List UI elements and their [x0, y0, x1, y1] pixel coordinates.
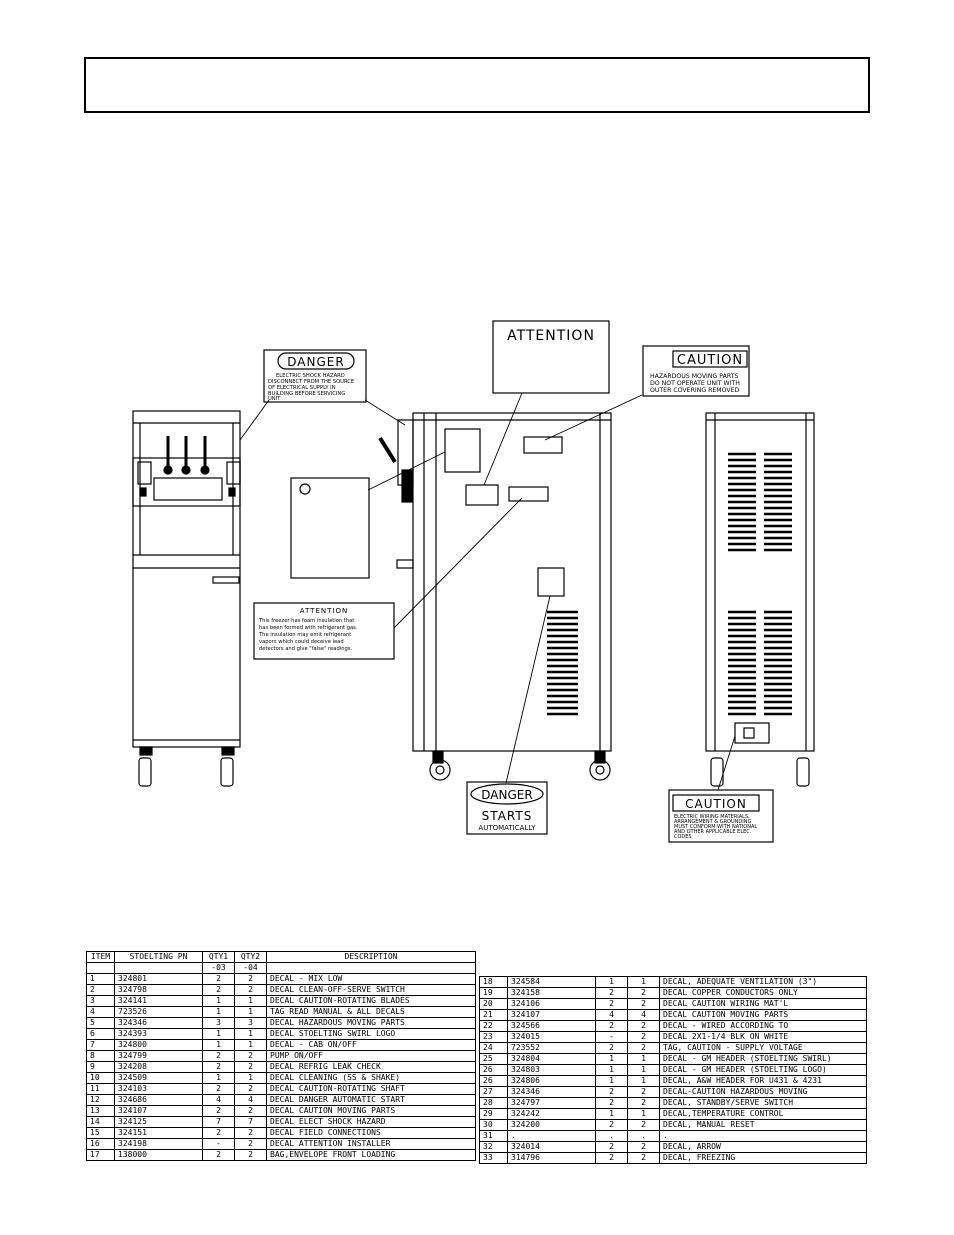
table-cell: 2: [203, 1106, 235, 1117]
table-cell: 2: [596, 1021, 628, 1032]
table-cell: 324566: [508, 1021, 596, 1032]
table-cell: 2: [235, 1139, 267, 1150]
table-cell: 1: [203, 1007, 235, 1018]
table-cell: DECAL COPPER CONDUCTORS ONLY: [660, 988, 867, 999]
table-cell: DECAL - GM HEADER (STOELTING LOGO): [660, 1065, 867, 1076]
table-cell: 1: [628, 1065, 660, 1076]
table-cell: 3: [203, 1018, 235, 1029]
table-cell: 324107: [508, 1010, 596, 1021]
danger-top-line-5: UNIT: [268, 396, 281, 402]
table-cell: 2: [203, 985, 235, 996]
danger-top-line-1: ELECTRIC SHOCK HAZARD: [276, 373, 345, 379]
table-cell: 1: [628, 1054, 660, 1065]
table-cell: 1: [628, 1109, 660, 1120]
table-cell: .: [508, 1131, 596, 1142]
table-cell: 2: [596, 1120, 628, 1131]
table-cell: 2: [235, 1084, 267, 1095]
table-cell: 2: [87, 985, 115, 996]
table-row: [87, 1062, 476, 1073]
table-cell: 18: [480, 977, 508, 988]
table-row: [480, 1043, 867, 1054]
table-row: [480, 1076, 867, 1087]
table-row: [480, 1109, 867, 1120]
caution-bottom-line-3: MUST CONFORM WITH NATIONAL: [674, 824, 758, 830]
table-cell: 2: [203, 1128, 235, 1139]
table-cell: 2: [203, 1062, 235, 1073]
col-desc: DESCRIPTION: [267, 952, 476, 963]
table-row: [480, 1054, 867, 1065]
table-cell: DECAL - WIRED ACCORDING TO: [660, 1021, 867, 1032]
table-row: [480, 999, 867, 1010]
table-cell: 324158: [508, 988, 596, 999]
table-row: [480, 1120, 867, 1131]
table-cell: DECAL STOELTING SWIRL LOGO: [267, 1029, 476, 1040]
col-pn: STOELTING PN: [115, 952, 203, 963]
table-row: [87, 996, 476, 1007]
table-cell: DECAL - GM HEADER (STOELTING SWIRL): [660, 1054, 867, 1065]
table-cell: 324346: [115, 1018, 203, 1029]
side-view-machine: [380, 413, 611, 780]
caution-top-line-1: HAZARDOUS MOVING PARTS: [650, 373, 739, 380]
table-row: [480, 1021, 867, 1032]
table-row: [87, 1139, 476, 1150]
table-cell: 314796: [508, 1153, 596, 1164]
table-cell: 29: [480, 1109, 508, 1120]
table-row: [87, 1095, 476, 1106]
table-row: [480, 1098, 867, 1109]
table-cell: 8: [87, 1051, 115, 1062]
qty2-sub: -04: [235, 963, 267, 974]
table-cell: DECAL, A&W HEADER FOR U431 & 4231: [660, 1076, 867, 1087]
table-cell: 324346: [508, 1087, 596, 1098]
table-cell: 2: [596, 999, 628, 1010]
table-cell: 1: [596, 1109, 628, 1120]
table-cell: 324804: [508, 1054, 596, 1065]
table-cell: 27: [480, 1087, 508, 1098]
table-cell: 2: [235, 1128, 267, 1139]
table-cell: 324803: [508, 1065, 596, 1076]
table-cell: 12: [87, 1095, 115, 1106]
table-row: [87, 1128, 476, 1139]
table-cell: 1: [203, 1040, 235, 1051]
table-cell: 1: [235, 1040, 267, 1051]
table-row: [480, 1142, 867, 1153]
table-cell: 5: [87, 1018, 115, 1029]
table-cell: 2: [203, 1051, 235, 1062]
table-cell: 324141: [115, 996, 203, 1007]
danger-top-title: DANGER: [287, 355, 345, 369]
table-cell: 17: [87, 1150, 115, 1161]
col-item: ITEM: [87, 952, 115, 963]
table-cell: 2: [235, 974, 267, 985]
table-row: [87, 1029, 476, 1040]
table-cell: 2: [596, 1087, 628, 1098]
table-cell: 7: [235, 1117, 267, 1128]
parts-table-left: [86, 951, 476, 1161]
table-cell: 1: [235, 1073, 267, 1084]
table-row: [480, 977, 867, 988]
table-row: [480, 1065, 867, 1076]
table-cell: DECAL CAUTION-ROTATING BLADES: [267, 996, 476, 1007]
table-cell: 324801: [115, 974, 203, 985]
table-cell: 324106: [508, 999, 596, 1010]
table-row: [87, 985, 476, 996]
rear-view-machine: [706, 413, 814, 786]
caution-top-title: CAUTION: [676, 353, 744, 368]
table-cell: 324797: [508, 1098, 596, 1109]
table-cell: 723552: [508, 1043, 596, 1054]
table-cell: 28: [480, 1098, 508, 1109]
table-cell: 2: [203, 1084, 235, 1095]
table-cell: DECAL CLEANING (SS & SHAKE): [267, 1073, 476, 1084]
table-cell: -: [596, 1032, 628, 1043]
table-cell: 2: [596, 1098, 628, 1109]
table-cell: 324798: [115, 985, 203, 996]
table-cell: 31: [480, 1131, 508, 1142]
danger-starts-line-1: STARTS: [481, 809, 533, 823]
table-cell: 14: [87, 1117, 115, 1128]
table-row: [480, 1153, 867, 1164]
table-cell: 324799: [115, 1051, 203, 1062]
table-cell: 22: [480, 1021, 508, 1032]
table-cell: 324208: [115, 1062, 203, 1073]
table-cell: .: [660, 1131, 867, 1142]
table-cell: 26: [480, 1076, 508, 1087]
table-cell: .: [596, 1131, 628, 1142]
table-cell: TAG READ MANUAL & ALL DECALS: [267, 1007, 476, 1018]
table-cell: 324200: [508, 1120, 596, 1131]
table-cell: 2: [203, 1150, 235, 1161]
table-cell: 1: [203, 1073, 235, 1084]
table-cell: DECAL,TEMPERATURE CONTROL: [660, 1109, 867, 1120]
table-subheader-row: [87, 963, 476, 974]
table-cell: 324509: [115, 1073, 203, 1084]
table-cell: DECAL CAUTION-ROTATING SHAFT: [267, 1084, 476, 1095]
table-cell: 6: [87, 1029, 115, 1040]
table-cell: 2: [628, 1098, 660, 1109]
table-cell: DECAL CLEAN-OFF-SERVE SWITCH: [267, 985, 476, 996]
table-row: [480, 1032, 867, 1043]
table-cell: .: [628, 1131, 660, 1142]
front-view-machine: [133, 411, 240, 786]
table-cell: 1: [203, 1029, 235, 1040]
table-cell: 4: [235, 1095, 267, 1106]
table-row: [87, 1073, 476, 1084]
table-cell: 2: [235, 1062, 267, 1073]
table-row: [87, 1007, 476, 1018]
attention-insulation-line-3: The insulation may emit refrigerant: [259, 632, 352, 638]
table-cell: DECAL FIELD CONNECTIONS: [267, 1128, 476, 1139]
table-cell: 1: [596, 1065, 628, 1076]
danger-starts-title: DANGER: [481, 788, 533, 802]
table-cell: 10: [87, 1073, 115, 1084]
table-cell: 1: [628, 977, 660, 988]
table-cell: DECAL - CAB ON/OFF: [267, 1040, 476, 1051]
table-cell: DECAL ATTENTION INSTALLER: [267, 1139, 476, 1150]
col-qty2: QTY2: [235, 952, 267, 963]
table-cell: 13: [87, 1106, 115, 1117]
table-cell: 324393: [115, 1029, 203, 1040]
table-cell: 9: [87, 1062, 115, 1073]
table-cell: 324584: [508, 977, 596, 988]
table-cell: 3: [235, 1018, 267, 1029]
parts-table-left-body: [87, 974, 476, 1161]
table-cell: 1: [628, 1076, 660, 1087]
table-cell: 2: [628, 1142, 660, 1153]
leader-lines: [240, 393, 735, 790]
table-cell: 2: [628, 1153, 660, 1164]
table-cell: 2: [628, 988, 660, 999]
table-cell: 324015: [508, 1032, 596, 1043]
table-cell: 1: [235, 1029, 267, 1040]
table-row: [480, 1131, 867, 1142]
table-cell: DECAL, MANUAL RESET: [660, 1120, 867, 1131]
danger-top-line-3: OF ELECTRICAL SUPPLY IN: [268, 385, 336, 391]
table-cell: 324806: [508, 1076, 596, 1087]
table-cell: 324800: [115, 1040, 203, 1051]
table-cell: 7: [203, 1117, 235, 1128]
table-cell: 4: [628, 1010, 660, 1021]
table-cell: 4: [596, 1010, 628, 1021]
table-cell: 3: [87, 996, 115, 1007]
table-cell: 25: [480, 1054, 508, 1065]
table-cell: 16: [87, 1139, 115, 1150]
table-cell: 23: [480, 1032, 508, 1043]
table-cell: 324125: [115, 1117, 203, 1128]
table-cell: 1: [87, 974, 115, 985]
caution-bottom-line-2: ARRANGEMENT & GROUNDING: [674, 819, 752, 825]
table-cell: 2: [628, 1087, 660, 1098]
table-cell: 2: [235, 1106, 267, 1117]
qty1-sub: -03: [203, 963, 235, 974]
table-row: [87, 974, 476, 985]
table-cell: 2: [596, 988, 628, 999]
table-cell: 19: [480, 988, 508, 999]
table-row: [480, 1087, 867, 1098]
parts-table-right: [479, 976, 867, 1164]
table-cell: 2: [235, 1051, 267, 1062]
table-cell: 324103: [115, 1084, 203, 1095]
danger-top-line-2: DISCONNECT FROM THE SOURCE: [268, 379, 355, 385]
col-qty1: QTY1: [203, 952, 235, 963]
table-cell: 21: [480, 1010, 508, 1021]
danger-starts-line-2: AUTOMATICALLY: [478, 824, 536, 832]
table-cell: 26: [480, 1065, 508, 1076]
table-cell: 2: [628, 1120, 660, 1131]
table-row: [480, 988, 867, 999]
table-cell: PUMP ON/OFF: [267, 1051, 476, 1062]
table-cell: 4: [203, 1095, 235, 1106]
table-cell: DECAL 2X1-1/4 BLK ON WHITE: [660, 1032, 867, 1043]
caution-bottom-line-4: AND OTHER APPLICABLE ELEC.: [674, 829, 752, 835]
table-cell: 723526: [115, 1007, 203, 1018]
attention-insulation-line-4: vapors which could deceive lead: [259, 639, 344, 645]
table-row: [87, 1040, 476, 1051]
table-cell: 32: [480, 1142, 508, 1153]
table-cell: 2: [203, 974, 235, 985]
table-cell: DECAL, STANDBY/SERVE SWITCH: [660, 1098, 867, 1109]
table-cell: 2: [235, 985, 267, 996]
caution-top-line-3: OUTER COVERING REMOVED: [650, 387, 740, 394]
table-cell: 324151: [115, 1128, 203, 1139]
table-row: [87, 1150, 476, 1161]
attention-insulation-line-2: has been formed with refrigerant gas.: [259, 625, 358, 631]
table-cell: 2: [596, 1153, 628, 1164]
table-cell: BAG,ENVELOPE FRONT LOADING: [267, 1150, 476, 1161]
attention-insulation-title: ATTENTION: [299, 607, 349, 615]
table-cell: 11: [87, 1084, 115, 1095]
table-cell: DECAL HAZARDOUS MOVING PARTS: [267, 1018, 476, 1029]
table-cell: 1: [203, 996, 235, 1007]
table-header-row: [87, 952, 476, 963]
attention-insulation-line-1: This freezer has foam insulation that: [259, 618, 355, 624]
table-cell: 1: [235, 1007, 267, 1018]
table-cell: 30: [480, 1120, 508, 1131]
table-row: [87, 1051, 476, 1062]
table-row: [87, 1084, 476, 1095]
table-cell: 24: [480, 1043, 508, 1054]
table-cell: 324686: [115, 1095, 203, 1106]
table-row: [480, 1010, 867, 1021]
table-cell: 324242: [508, 1109, 596, 1120]
caution-bottom-line-5: CODES: [674, 834, 692, 840]
table-cell: DECAL, ADEQUATE VENTILATION (3"): [660, 977, 867, 988]
table-cell: 2: [235, 1150, 267, 1161]
table-cell: DECAL CAUTION MOVING PARTS: [267, 1106, 476, 1117]
table-cell: 2: [628, 1043, 660, 1054]
table-cell: 2: [596, 1142, 628, 1153]
attention-insulation-line-5: detectors and give "false" readings.: [259, 646, 353, 652]
table-cell: 1: [596, 1054, 628, 1065]
table-cell: 33: [480, 1153, 508, 1164]
table-row: [87, 1018, 476, 1029]
parts-table-right-body: [480, 977, 867, 1164]
table-cell: 4: [87, 1007, 115, 1018]
attention-top-title: ATTENTION: [507, 328, 595, 344]
table-cell: DECAL - MIX LOW: [267, 974, 476, 985]
table-cell: DECAL REFRIG LEAK CHECK: [267, 1062, 476, 1073]
table-cell: 324014: [508, 1142, 596, 1153]
table-cell: 20: [480, 999, 508, 1010]
table-cell: 324107: [115, 1106, 203, 1117]
caution-top-line-2: DO NOT OPERATE UNIT WITH: [650, 380, 740, 387]
table-cell: TAG, CAUTION - SUPPLY VOLTAGE: [660, 1043, 867, 1054]
table-cell: DECAL DANGER AUTOMATIC START: [267, 1095, 476, 1106]
table-cell: 2: [628, 1021, 660, 1032]
table-cell: DECAL, ARROW: [660, 1142, 867, 1153]
danger-top-line-4: BUILDING BEFORE SERVICING: [268, 391, 346, 397]
caution-bottom-line-1: ELECTRIC WIRING MATERIALS,: [674, 814, 750, 820]
table-cell: 138000: [115, 1150, 203, 1161]
table-cell: 1: [596, 977, 628, 988]
table-cell: 7: [87, 1040, 115, 1051]
table-cell: 2: [628, 1032, 660, 1043]
table-row: [87, 1106, 476, 1117]
table-cell: DECAL CAUTION WIRING MAT'L: [660, 999, 867, 1010]
table-cell: 1: [235, 996, 267, 1007]
caution-bottom-title: CAUTION: [685, 797, 747, 811]
table-cell: DECAL, FREEZING: [660, 1153, 867, 1164]
table-cell: DECAL ELECT SHOCK HAZARD: [267, 1117, 476, 1128]
table-cell: 1: [596, 1076, 628, 1087]
table-cell: 2: [596, 1043, 628, 1054]
table-cell: DECAL-CAUTION HAZARDOUS MOVING: [660, 1087, 867, 1098]
table-cell: 15: [87, 1128, 115, 1139]
table-row: [87, 1117, 476, 1128]
table-cell: DECAL CAUTION MOVING PARTS: [660, 1010, 867, 1021]
table-cell: 324198: [115, 1139, 203, 1150]
table-cell: 2: [628, 999, 660, 1010]
table-cell: -: [203, 1139, 235, 1150]
